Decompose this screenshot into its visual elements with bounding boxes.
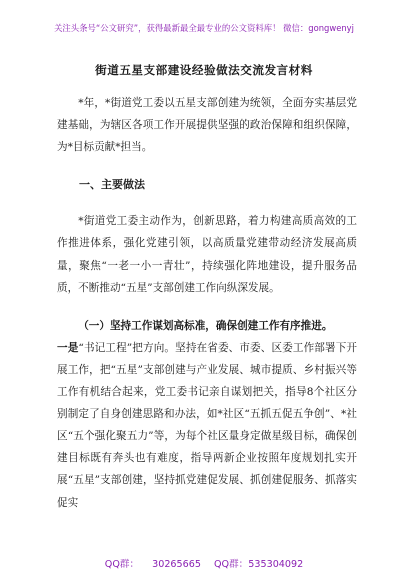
section-heading: 一、主要做法	[79, 178, 145, 192]
lead-phrase: 一是	[57, 341, 79, 354]
subsection-heading: （一）坚持工作谋划高标准，确保创建工作有序推进。	[78, 319, 333, 332]
footer-contact: QQ群： 30265665 QQ群：535304092	[104, 559, 304, 570]
document-body	[57, 92, 357, 514]
section-paragraph: *街道党工委主动作为，创新思路，着力构建高质高效的工作推进体系，强化党建引领，以高质量党建带动经济发展高质量，聚焦“一老一小一青壮”，持续强化阵地建设，提升服务品质，不断推动“五星”支部创建工作向纵深发展。	[57, 215, 357, 294]
document-title: 街道五星支部建设经验做法交流发言材料	[95, 63, 313, 77]
intro-paragraph: *年，*街道党工委以五星支部创建为统领，全面夯实基层党建基础，为辖区各项工作开展提供坚强的政治保障和组织保障，为*目标贡献*担当。	[57, 97, 357, 154]
subsection-paragraph	[57, 337, 357, 514]
subsection-text: “书记工程”把方向。坚持在省委、市委、区委工作部署下开展工作，把“五星”支部创建与产业发展、城市提质、乡村振兴等工作有机结合起来，党工委书记亲自谋划把关，指导8个社区分别制定了自身创建思路和办法，如*社区“五抓五促五争创”、*社区“五个强化聚五力”等，为每个社区量身定做星级目标，确保创建目标既有奔头也有难度，指导两新企业按照年度规划扎实开展“五星”支部创建，坚持抓党建促发展、抓创建促服务、抓落实促实	[57, 341, 357, 509]
promo-banner: 关注头条号“公文研究”，获得最新最全最专业的公文资料库！ 微信：gongwenyj	[54, 23, 354, 33]
